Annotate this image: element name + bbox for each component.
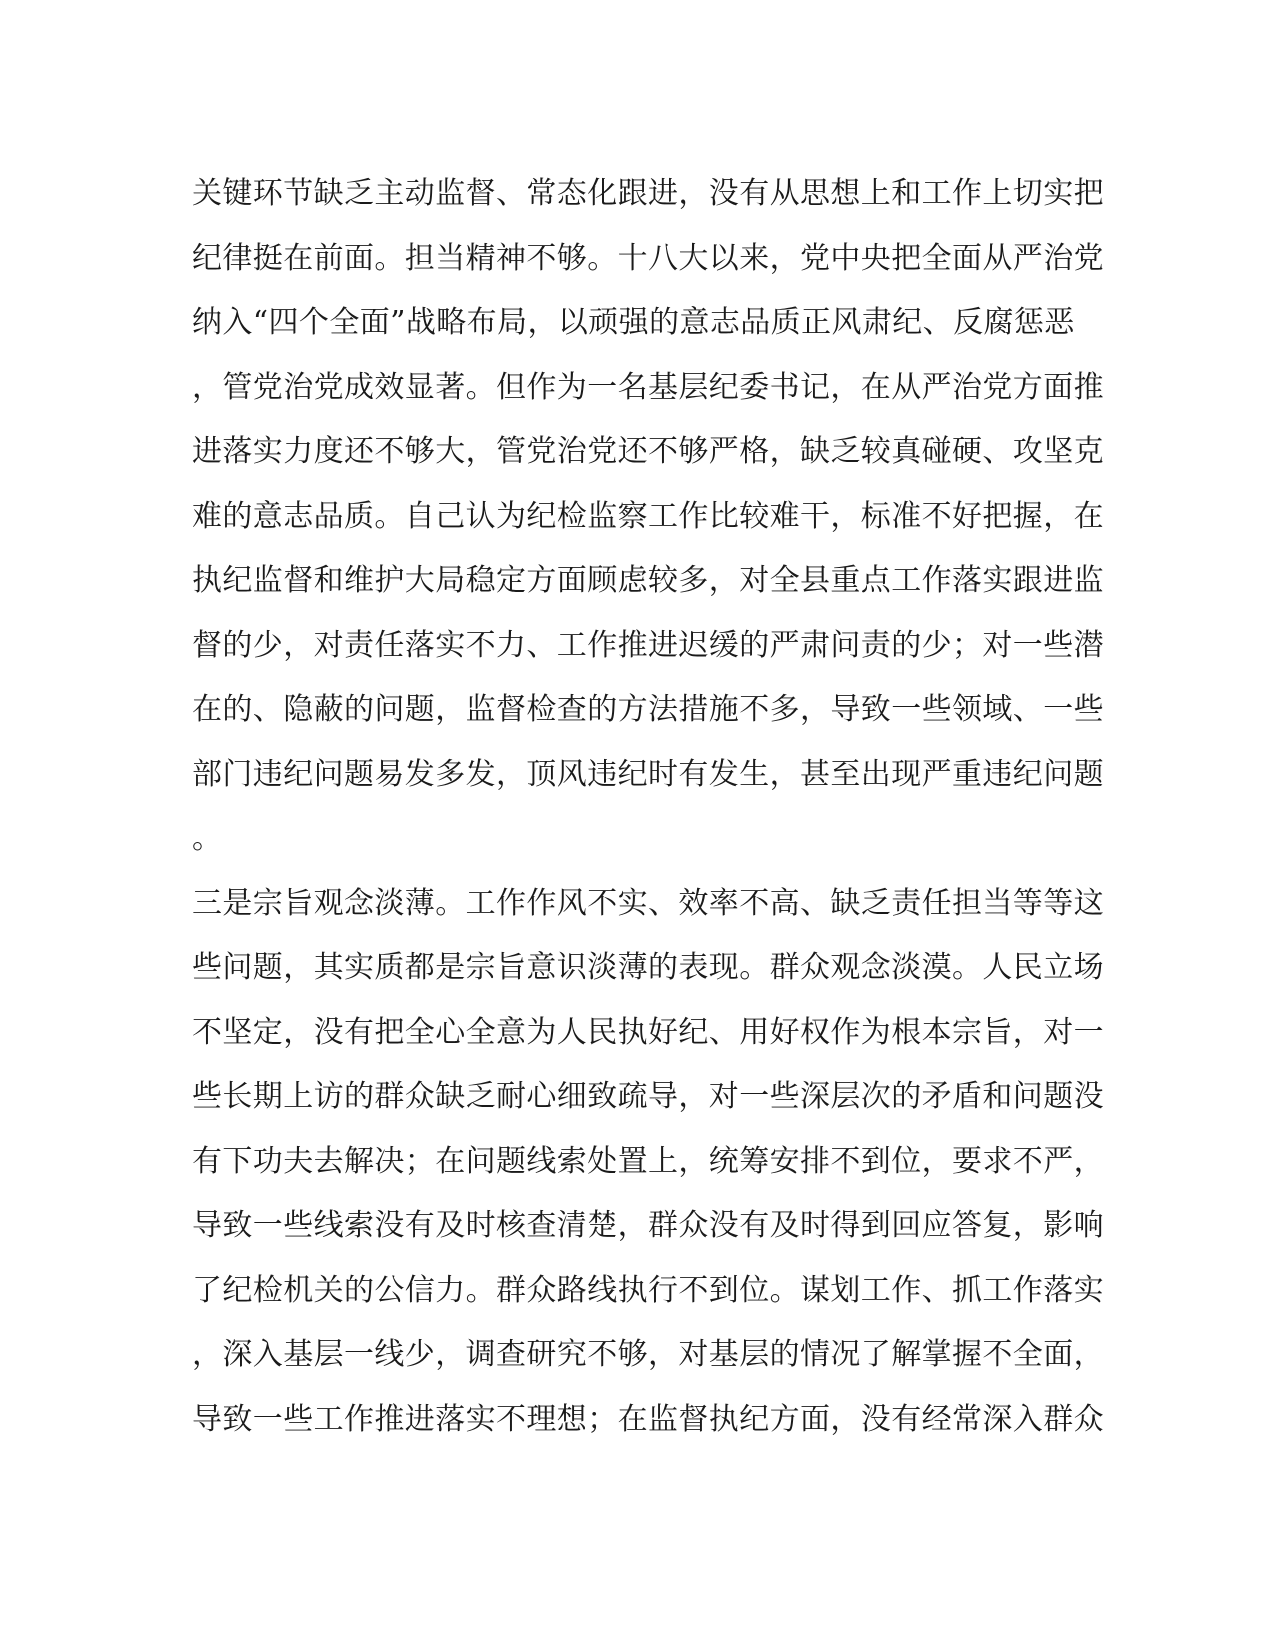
- text-line: 三是宗旨观念淡薄。工作作风不实、效率不高、缺乏责任担当等等这: [192, 885, 1104, 921]
- text-line: 部门违纪问题易发多发，顶风违纪时有发生，甚至出现严重违纪问题: [192, 756, 1104, 792]
- text-line: 有下功夫去解决；在问题线索处置上，统筹安排不到位，要求不严，: [192, 1143, 1104, 1179]
- text-line: ，管党治党成效显著。但作为一名基层纪委书记，在从严治党方面推: [192, 369, 1104, 405]
- text-line: 难的意志品质。自己认为纪检监察工作比较难干，标准不好把握，在: [192, 498, 1104, 534]
- body-text: [192, 162, 1104, 1452]
- text-line: 不坚定，没有把全心全意为人民执好纪、用好权作为根本宗旨，对一: [192, 1014, 1104, 1050]
- text-line: 纳入“四个全面”战略布局，以顽强的意志品质正风肃纪、反腐惩恶: [192, 305, 1075, 340]
- text-line: 在的、隐蔽的问题，监督检查的方法措施不多，导致一些领域、一些: [192, 692, 1104, 727]
- text-line: 执纪监督和维护大局稳定方面顾虑较多，对全县重点工作落实跟进监: [192, 563, 1104, 598]
- text-line: 进落实力度还不够大，管党治党还不够严格，缺乏较真碰硬、攻坚克: [192, 434, 1104, 469]
- text-line: 。: [192, 821, 223, 856]
- text-line: 些问题，其实质都是宗旨意识淡薄的表现。群众观念淡漠。人民立场: [192, 950, 1104, 985]
- text-line: 关键环节缺乏主动监督、常态化跟进，没有从思想上和工作上切实把: [192, 176, 1104, 211]
- text-line: 导致一些线索没有及时核查清楚，群众没有及时得到回应答复，影响: [192, 1208, 1104, 1243]
- text-line: 了纪检机关的公信力。群众路线执行不到位。谋划工作、抓工作落实: [192, 1272, 1104, 1308]
- text-line: ，深入基层一线少，调查研究不够，对基层的情况了解掌握不全面，: [192, 1337, 1104, 1372]
- text-line: 些长期上访的群众缺乏耐心细致疏导，对一些深层次的矛盾和问题没: [192, 1079, 1104, 1114]
- text-line: 纪律挺在前面。担当精神不够。十八大以来，党中央把全面从严治党: [192, 240, 1104, 276]
- text-line: 督的少，对责任落实不力、工作推进迟缓的严肃问责的少；对一些潜: [192, 627, 1104, 663]
- text-line: 导致一些工作推进落实不理想；在监督执纪方面，没有经常深入群众: [192, 1401, 1104, 1437]
